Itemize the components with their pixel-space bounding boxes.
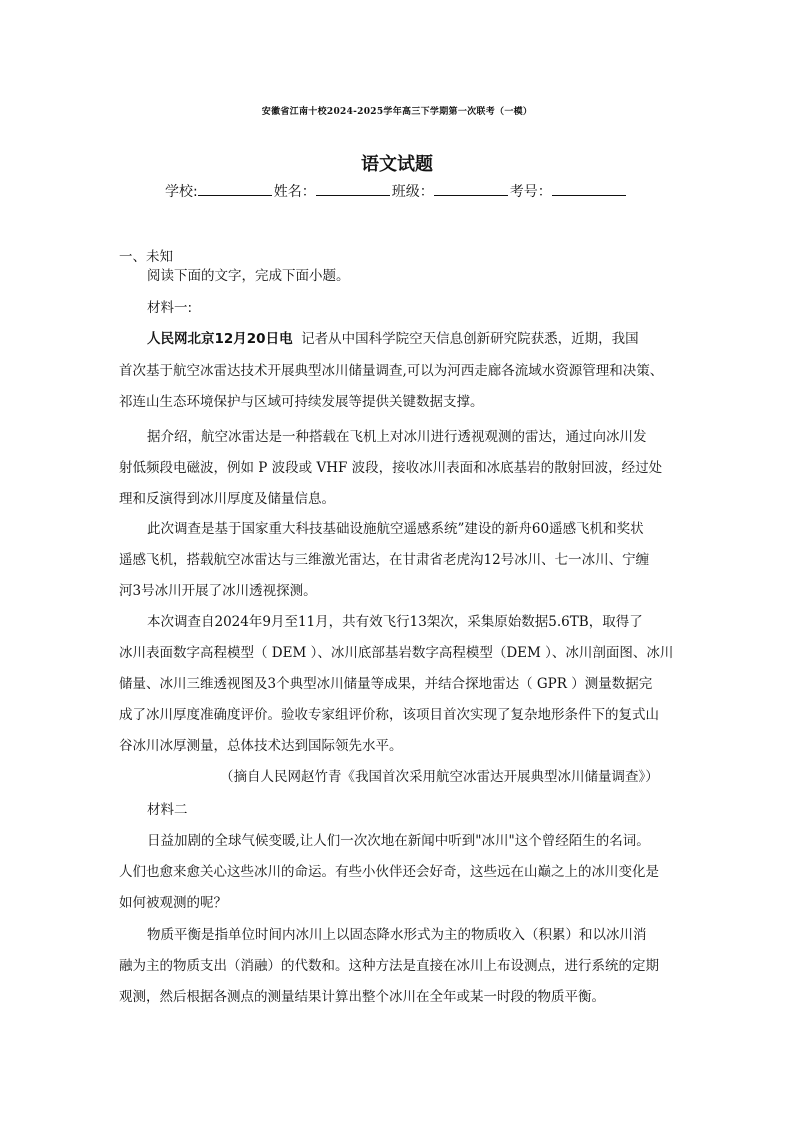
- material1-label: 材料一:: [147, 300, 193, 316]
- material2-label: 材料二: [147, 802, 188, 818]
- page-subtitle: 语文试题: [361, 154, 433, 175]
- paragraph-line: 融为主的物质支出（消融）的代数和。这种方法是直接在冰川上布设测点，进行系统的定期: [119, 958, 659, 974]
- student-info-line: [165, 181, 628, 201]
- paragraph-line: 观测，然后根据各测点的测量结果计算出整个冰川在全年或某一时段的物质平衡。: [119, 989, 605, 1005]
- source-citation: （摘自人民网赵竹青《我国首次采用航空冰雷达开展典型冰川储量调查》）: [220, 769, 659, 785]
- number-blank[interactable]: [552, 181, 626, 196]
- dateline: 人民网北京12月20日电: [147, 331, 293, 347]
- section-heading: 一、未知: [119, 249, 173, 265]
- name-label: 姓名：: [273, 184, 316, 200]
- class-label: 班级：: [391, 184, 434, 200]
- name-blank[interactable]: [316, 181, 390, 196]
- page-title: 安徽省江南十校2024-2025学年高三下学期第一次联考（一模）: [261, 107, 533, 117]
- paragraph-line: 理和反演得到冰川厚度及储量信息。: [119, 491, 335, 507]
- paragraph-line: 日益加剧的全球气候变暖,让人们一次次地在新闻中听到"冰川"这个曾经陌生的名词。: [147, 833, 650, 849]
- paragraph-line: 物质平衡是指单位时间内冰川上以固态降水形式为主的物质收入（积累）和以冰川消: [147, 927, 647, 943]
- instruction-text: 阅读下面的文字，完成下面小题。: [147, 268, 350, 284]
- paragraph-line: 如何被观测的呢？: [119, 895, 227, 911]
- paragraph-line: 人们也愈来愈关心这些冰川的命运。有些小伙伴还会好奇，这些远在山巅之上的冰川变化是: [119, 864, 659, 880]
- paragraph-line: 冰川表面数字高程模型（ DEM ）、冰川底部基岩数字高程模型（DEM ）、冰川剖面图、冰川: [119, 645, 674, 661]
- paragraph-line: 本次调查自2024年9月至11月，共有效飞行13架次，采集原始数据5.6TB，取得了: [147, 614, 643, 630]
- paragraph-line: 储量、冰川三维透视图及3个典型冰川储量等成果，并结合探地雷达（ GPR ）测量数据完: [119, 676, 653, 692]
- paragraph-line: 此次调查是基于国家重大科技基础设施航空遥感系统”建设的新舟60遥感飞机和奖状: [147, 521, 644, 537]
- class-blank[interactable]: [434, 181, 508, 196]
- paragraph-line: 谷冰川冰厚测量，总体技术达到国际领先水平。: [119, 738, 403, 754]
- paragraph-line: 成了冰川厚度准确度评价。验收专家组评价称，该项目首次实现了复杂地形条件下的复式山: [119, 707, 659, 723]
- school-label: 学校:: [165, 184, 198, 200]
- paragraph-line: 祁连山生态环境保护与区域可持续发展等提供关键数据支撑。: [119, 394, 484, 410]
- school-blank[interactable]: [198, 181, 272, 196]
- paragraph-line: 遥感飞机，搭载航空冰雷达与三维激光雷达，在甘肃省老虎沟12号冰川、七一冰川、宁缠: [119, 552, 650, 568]
- number-label: 考号：: [509, 184, 552, 200]
- paragraph-line: 据介绍，航空冰雷达是一种搭载在飞机上对冰川进行透视观测的雷达，通过向冰川发: [147, 429, 647, 445]
- paragraph-line: 河3号冰川开展了冰川透视探测。: [119, 583, 317, 599]
- paragraph-line: 首次基于航空冰雷达技术开展典型冰川储量调查,可以为河西走廊各流域水资源管理和决策、: [119, 363, 664, 379]
- paragraph-line: 射低频段电磁波，例如 P 波段或 VHF 波段，接收冰川表面和冰底基岩的散射回波，经过处: [119, 460, 663, 476]
- paragraph-line: 人民网北京12月20日电 记者从中国科学院空天信息创新研究院获悉，近期，我国: [147, 331, 639, 347]
